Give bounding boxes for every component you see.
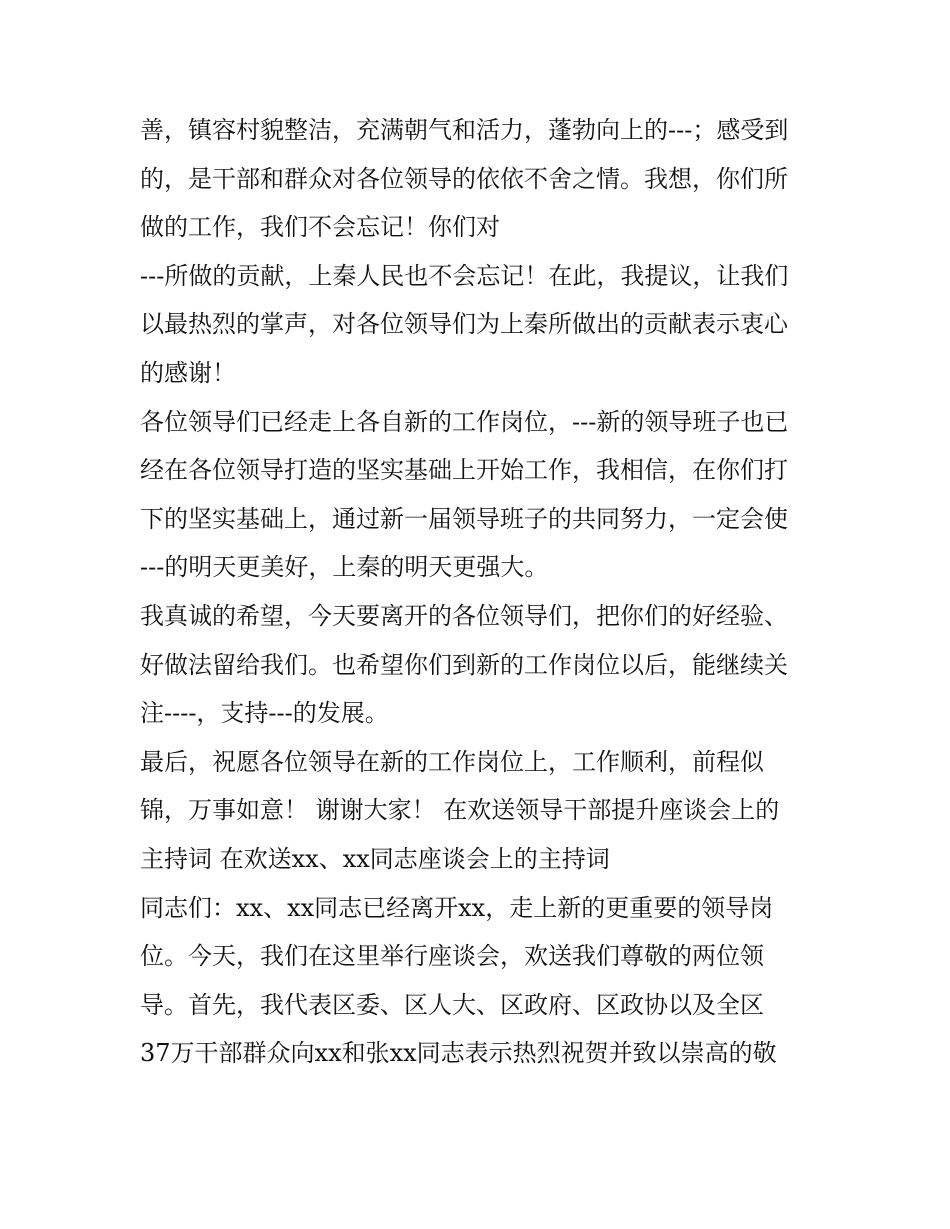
text-line: 各位领导们已经走上各自新的工作岗位，---新的领导班子也已 xyxy=(140,407,789,436)
text-line: ---所做的贡献，上秦人民也不会忘记！在此，我提议，让我们 xyxy=(140,261,789,290)
text-line: 以最热烈的掌声，对各位领导们为上秦所做出的贡献表示衷心 xyxy=(140,310,788,339)
text-line: 的感谢！ xyxy=(140,358,236,387)
text-line: 导。首先，我代表区委、区人大、区政府、区政协以及全区 xyxy=(140,990,764,1019)
text-line: 同志们：xx、xx同志已经离开xx，走上新的更重要的领导岗 xyxy=(140,893,774,922)
text-line: 主持词 在欢送xx、xx同志座谈会上的主持词 xyxy=(140,844,610,873)
text-line: 锦，万事如意！ 谢谢大家！ 在欢送领导干部提升座谈会上的 xyxy=(140,796,780,825)
text-line: 37万干部群众向xx和张xx同志表示热烈祝贺并致以崇高的敬 xyxy=(140,1039,777,1068)
text-line: 下的坚实基础上，通过新一届领导班子的共同努力，一定会使 xyxy=(140,504,788,533)
text-line: 善，镇容村貌整洁，充满朝气和活力，蓬勃向上的---；感受到 xyxy=(140,116,789,144)
text-line: ---的明天更美好，上秦的明天更强大。 xyxy=(140,553,549,582)
text-line: 最后，祝愿各位领导在新的工作岗位上，工作顺利，前程似 xyxy=(140,747,764,776)
text-line: 好做法留给我们。也希望你们到新的工作岗位以后，能继续关 xyxy=(140,650,788,679)
text-line: 的，是干部和群众对各位领导的依依不舍之情。我想，你们所 xyxy=(140,164,788,193)
text-line: 我真诚的希望，今天要离开的各位领导们，把你们的好经验、 xyxy=(140,601,788,630)
document-body xyxy=(140,106,830,1078)
text-line: 做的工作，我们不会忘记！你们对 xyxy=(140,213,500,242)
text-line: 位。今天，我们在这里举行座谈会，欢送我们尊敬的两位领 xyxy=(140,942,764,971)
text-line: 经在各位领导打造的坚实基础上开始工作，我相信，在你们打 xyxy=(140,456,788,485)
text-line: 注----，支持---的发展。 xyxy=(140,699,389,728)
